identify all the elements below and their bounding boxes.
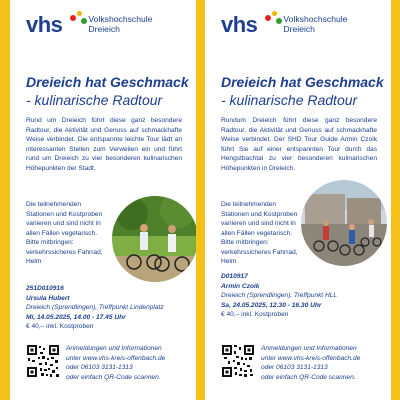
course-price: € 40,– inkl. Kostproben bbox=[26, 323, 94, 331]
vhs-logo-text: Volkshochschule Dreieich bbox=[283, 14, 348, 34]
course-datetime: Sa, 24.05.2025, 12.30 - 16.30 Uhr bbox=[221, 301, 322, 309]
flyer-card-right bbox=[205, 0, 391, 400]
group-cyclists-photo bbox=[301, 180, 387, 266]
course-leader: Ursula Hubert bbox=[26, 294, 70, 302]
vhs-logo-mark: vhs bbox=[221, 12, 258, 37]
registration-info: Anmeldungen und Informationen unter www.vhs-kreis-offenbach.de oder 06103 3131-1313 oder einfach QR-Code scannen. bbox=[261, 344, 389, 382]
registration-url[interactable]: unter www.vhs-kreis-offenbach.de bbox=[261, 354, 361, 362]
course-leader: Armin Czoik bbox=[221, 282, 260, 290]
course-location: Dreieich (Sprendlingen), Treffpunkt HLL bbox=[221, 292, 338, 300]
registration-phone: oder 06103 3131-1313 bbox=[261, 364, 328, 372]
vhs-logo-mark: vhs bbox=[26, 12, 63, 37]
course-info bbox=[221, 272, 391, 320]
course-location: Dreieich (Sprendlingen), Treffpunkt Lindenplatz bbox=[26, 304, 164, 312]
registration-phone: oder 06103 3131-1313 bbox=[66, 364, 133, 372]
title-subtitle: - kulinarische Radtour bbox=[221, 91, 358, 108]
flyer-title bbox=[221, 74, 391, 109]
vhs-logo bbox=[221, 14, 347, 36]
vhs-logo-dots-icon bbox=[70, 11, 90, 25]
details-text: Die teilnehmenden Stationen und Kostproben variieren und sind nicht in allen Fällen vegetarisch. Bitte mitbringen: verkehrssicheres Fahrrad, Helm bbox=[221, 201, 298, 266]
vhs-logo-text: Volkshochschule Dreieich bbox=[88, 14, 153, 34]
details-text: Die teilnehmenden Stationen und Kostproben variieren und sind nicht in allen Fällen vegetarisch. Bitte mitbringen: verkehrssicheres Fahrrad, Helm bbox=[26, 201, 103, 266]
vhs-logo-dots-icon bbox=[265, 11, 285, 25]
course-price: € 40,– inkl. Kostproben bbox=[221, 311, 289, 319]
registration-url[interactable]: unter www.vhs-kreis-offenbach.de bbox=[66, 354, 166, 362]
title-subtitle: - kulinarische Radtour bbox=[26, 91, 163, 108]
course-code: D010917 bbox=[221, 273, 248, 280]
vhs-logo bbox=[26, 14, 152, 36]
intro-text: Rundum Dreieich führt diese ganz besondere Radtour, die Aktivität und Genuss auf schmackhafte Weise verbindet. Der SHD Tour Guide Armin Czoik führt Sie auf einer entspannten Tour durch das Hengstbachtal zu vier besonderen kulinarischen Höhepunkten in Dreieich. bbox=[221, 117, 377, 172]
flyer-title bbox=[26, 74, 196, 109]
course-code: 251D010916 bbox=[26, 285, 64, 292]
flyer-card-left bbox=[10, 0, 196, 400]
qr-code-icon[interactable] bbox=[26, 344, 60, 378]
registration-info: Anmeldungen und Informationen unter www.vhs-kreis-offenbach.de oder 06103 3131-1313 oder einfach QR-Code scannen. bbox=[66, 344, 194, 382]
intro-text: Rund um Dreieich führt diese ganz besondere Radtour, die Aktivität und Genuss auf schmackhafte Weise verbindet. Die entspannte leichte Tour lädt an interessanten Stellen zum Verweilen ein und führt rund um Dreieich zu vier besonderen kulinarischen Höhepunkten der Stadt. bbox=[26, 117, 182, 172]
title-main: Dreieich hat Geschmack bbox=[26, 74, 189, 90]
qr-code-icon[interactable] bbox=[221, 344, 255, 378]
course-datetime: Mi, 14.05.2025, 14.00 - 17.45 Uhr bbox=[26, 313, 126, 321]
title-main: Dreieich hat Geschmack bbox=[221, 74, 384, 90]
cyclists-photo bbox=[112, 196, 196, 282]
course-info bbox=[26, 284, 196, 332]
